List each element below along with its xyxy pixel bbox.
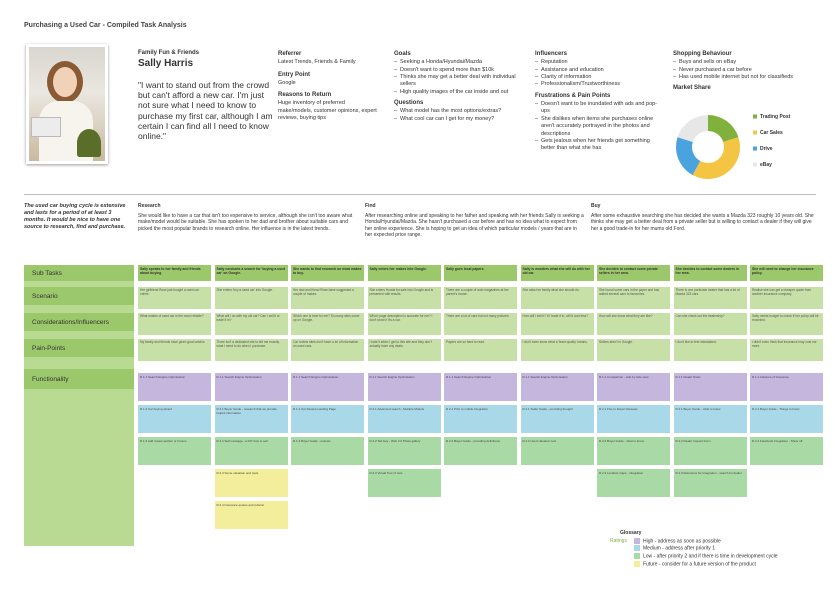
questions-heading: Questions [394,100,424,107]
phase-text: She would like to have a car that isn't too expensive to service, although she isn't too aware what make/model would be suitable. She has spoken to her dad and brother about suitable cars and picked the most popular brands to research online. Her influence is in the latest trends. [138,212,353,232]
cons-cell: How will she know what they are like? [597,313,670,335]
row-label-functionality: Functionality [24,369,134,389]
functionality-card: R 2.4 Insurance quotes and referral [215,501,288,529]
pain-cell: Car review sites don't have a lot of information on used cars. [291,339,364,361]
functionality-card: R 2.3 Location maps - integration [597,469,670,497]
goals-heading: Goals [394,51,411,57]
pain-cell: My family and friends have given good advice. [138,339,211,361]
functionality-card: R 2.1 Print to mobile integration [444,405,517,433]
referrer-heading: Referrer [278,51,302,57]
persona-quote: "I want to stand out from the crowd but can't afford a new car. I'm just not sure what I need to know to purchase my first car, although I am certain I can find all I need to know online." [138,80,273,141]
cons-cell: Can she check out the dealership? [674,313,747,335]
referrer-value: Latest Trends, Friends & Family [278,59,356,66]
pain-cell: I don't even know what a 'least quality' means. [521,339,594,361]
scen-cell: She enters Honda for sale into Google and is presented with results. [368,287,441,309]
influencer-item: – Clarity of information [535,74,660,81]
pie-slice [678,115,708,142]
pain-cell: I didn't even think that insurance may cost me more. [750,339,823,361]
subtasks-cell: Sally goes local papers. [444,265,517,281]
scen-cell: She enters 'buy a used car' into Google. [215,287,288,309]
market-share-heading: Market Share [673,85,711,92]
shopping-item: – Has used mobile internet but not for classifieds [673,74,813,81]
legend-label: eBay [760,162,772,168]
functionality-card: R 2.2 Facebook integration - Show off [750,437,823,465]
frustration-item: – She dislikes when items she purchases online aren't accurately portrayed in the photos and descriptions [535,116,660,138]
reasons-heading: Reasons to Return [278,92,332,99]
scen-cell: She asks her family what she should do. [521,287,594,309]
row-label-subtasks: Sub Tasks [24,265,134,281]
functionality-card: R 1.1 Search Engine Optimisation [521,373,594,401]
glossary-item: Medium - address after priority 1 [643,545,715,552]
persona-name: Sally Harris [138,58,194,69]
scen-cell: Realise she can get a cheaper quote from another insurance company. [750,287,823,309]
functionality-card: R 1.2 Car buying wizard [138,405,211,433]
goals-section [394,50,519,123]
glossary-item: Low - after priority 2 and if there is time in development cycle [643,553,778,560]
subtasks-cell: Sally conducts a search for 'buying a used car' on Google. [215,265,288,281]
legend-label: Trading Post [760,114,791,120]
legend-swatch [753,147,757,151]
functionality-card: R 2.1 Seller Guide - providing thought [521,405,594,433]
page-title: Purchasing a Used Car - Compiled Task Analysis [24,22,187,29]
functionality-card: R 2.3 Virtual Tour of cars [368,469,441,497]
future-swatch [634,561,640,567]
goal-item: – Seeking a Honda/Hyundai/Mazda [394,59,519,66]
legend-label: Car Sales [760,130,783,136]
shopping-heading: Shopping Behaviour [673,51,732,57]
legend-swatch [753,115,757,119]
phase-heading: Find [365,203,376,209]
functionality-card: R 1.2 Car Review Landing Page [291,405,364,433]
subtasks-cell: She wants to find research on what makes to buy. [291,265,364,281]
divider [24,194,816,195]
row-label-column [24,265,134,546]
cons-cell: How will I sell it? If I trade it in, will it cost less? [521,313,594,335]
influencers-section [535,50,660,153]
subtasks-cell: She decides to contact some private sellers in her area. [597,265,670,281]
functionality-card: R 2.2 Used valuation tool [521,437,594,465]
frustrations-heading: Frustrations & Pain Points [535,92,611,99]
glossary-item: High - address as soon as possible [643,537,721,544]
scen-cell: There are a couple of auto magazines at her parent's house. [444,287,517,309]
functionality-card: R 1.1 Search Engine Optimisation [215,373,288,401]
influencer-item: – Reputation [535,59,660,66]
scen-cell: Her girlfriend Rose just bought a used car online. [138,287,211,309]
subtasks-cell: Sally enters her makes into Google. [368,265,441,281]
glossary [610,530,778,569]
cons-cell: What will I do with my old car? Can I sell it or trade it in? [215,313,288,335]
subtasks-cell: She decides to contact some dealers in her area. [674,265,747,281]
question-item: – What model has the most options/extras? [394,108,519,115]
persona-photo [26,44,108,164]
subtasks-cell: She will need to change her insurance policy. [750,265,823,281]
functionality-card: R 2.1 Advanced search - Multiple Models [368,405,441,433]
high-swatch [634,538,640,544]
functionality-card: R 1.3 Add review section or forums [138,437,211,465]
phase-text: After some exhaustive searching she has decided she wants a Mazda 323 roughly 10 years old. She thinks she may get a better deal from a private seller but is willing to contact a dealer if they will give her a good trade-in for her mums old Ford. [591,212,814,232]
legend-label: Drive [760,146,773,152]
pain-cell: Sellers aren't in Google. [597,339,670,361]
pie-slice [708,115,738,142]
functionality-card: R 1.1 Search Engine Optimisation [444,373,517,401]
phase-research [138,203,358,232]
cons-cell: What makes of used car is the most reliable? [138,313,211,335]
legend-swatch [753,163,757,167]
row-label-painpoints: Pain-Points [24,339,134,357]
phase-heading: Research [138,203,161,209]
functionality-card: R 1.3 Buyer Guide - reviews [291,437,364,465]
pain-cell: I don't like to feel intimidated. [674,339,747,361]
shopping-section [673,50,813,93]
functionality-card: R 2.3 Reference for Integration - search for dealer [674,469,747,497]
functionality-card: R 2.2 Buyer Guide - what to know [597,437,670,465]
low-swatch [634,553,640,559]
shopping-item: – Buys and sells on eBay [673,59,813,66]
goal-item: – Thinks she may get a better deal with individual sellers [394,74,519,89]
referrer-section [278,50,378,122]
influencer-item: – Assistance and education [535,67,660,74]
functionality-card: R 2.3 Some valuation and tools [215,469,288,497]
row-label-scenario: Scenario [24,287,134,305]
subtasks-cell: Sally speaks to her family and friends about buying [138,265,211,281]
ratings-label: Ratings [610,537,627,544]
entry-point-heading: Entry Point [278,71,311,78]
phase-find [365,203,585,239]
scen-cell: Her dad and friend Rose have suggested a couple of makes. [291,287,364,309]
reasons-value: Huge inventory of preferred make/models, customer opinions, expert reviews, buying tips [278,100,377,121]
functionality-card: R 2.2 Sell message - a DIY how to sell [215,437,288,465]
functionality-card: R 1.1 Search Engine Optimisation [368,373,441,401]
functionality-card: R 2.1 Buyer Guide - what to know [674,405,747,433]
functionality-card: R 2.1 Buyer Guide - Things to know [750,405,823,433]
intro-text: The used car buying cycle is extensive and lasts for a period of at least 3 months. It would be nice to have one source to research, find and purchase. [24,203,126,231]
phase-buy [591,203,816,232]
market-share-chart [673,112,823,182]
shopping-item: – Never purchased a car before [673,67,813,74]
cons-cell: Which page description is accurate for me? I don't know if it's a car. [368,313,441,335]
cons-cell: Which one is best for me? So many sites come up on Google. [291,313,364,335]
glossary-item: Future - consider for a future version of the product [643,561,756,568]
subtasks-cell: Sally is wonders what she will do with her old car. [521,265,594,281]
functionality-card: R 2.2 Dealer Inspect Form [674,437,747,465]
functionality-card: R 1.1 Comparison - side by side view [597,373,670,401]
phase-text: After researching online and speaking to her father and speaking with her friends Sally is seeking a Honda/Hyundai/Mazda. She hasn't purchased a car before and has no idea what to expect from her online experience. She is hoping to get an idea of which particular models / years that are in her expected price range. [365,212,584,238]
pain-cell: I hate it when I get to this site and they don't actually have any deals. [368,339,441,361]
influencers-heading: Influencers [535,51,568,57]
functionality-card: R 2.2 Buyer Guide - providing definitions [444,437,517,465]
entry-point-value: Google [278,79,296,86]
medium-swatch [634,545,640,551]
functionality-card: R 2.2 Tell Guy - Web 2.0 Photo gallery [368,437,441,465]
functionality-card: R 1.1 Search Engine Optimisation [138,373,211,401]
functionality-card: R 2.1 Five to Expert Reviews [597,405,670,433]
phase-heading: Buy [591,203,601,209]
pain-cell: There isn't a dedicated site to tell me exactly what I need to do when I purchase. [215,339,288,361]
goal-item: – High quality images of the car inside and out [394,89,519,96]
persona-subtitle: Family Fun & Friends [138,50,200,56]
functionality-card: R 1.1 Advance of Insurance [750,373,823,401]
cons-cell: Sally needs budget to check if her policy will be recorded. [750,313,823,335]
functionality-card: R 1.1 Search Engine Optimisation [291,373,364,401]
influencer-item: – Professionalism/Trustworthiness [535,81,660,88]
scen-cell: She found some cars in the paper and has added several cars to favourites. [597,287,670,309]
pain-cell: Papers are so hard to read. [444,339,517,361]
goal-item: – Doesn't want to spend more than $10k [394,67,519,74]
row-label-considerations: Considerations/Influencers [24,313,134,331]
legend-swatch [753,131,757,135]
pie-slice [693,137,740,179]
question-item: – What cool car can I get for my money? [394,116,519,123]
functionality-card: R 1.1 Dealer finder [674,373,747,401]
frustration-item: – Doesn't want to be inundated with ads and pop-ups [535,101,660,116]
frustration-item: – Gets jealous when her friends get something better than what she has [535,138,660,153]
cons-cell: There are a lot of cars but not many pictures. [444,313,517,335]
glossary-heading: Glossary [620,530,642,536]
functionality-card: R 2.1 Buyer Guide - research that we provide helpful information [215,405,288,433]
scen-cell: There is one particular dealer that has a lot of Mazda 323 cars. [674,287,747,309]
